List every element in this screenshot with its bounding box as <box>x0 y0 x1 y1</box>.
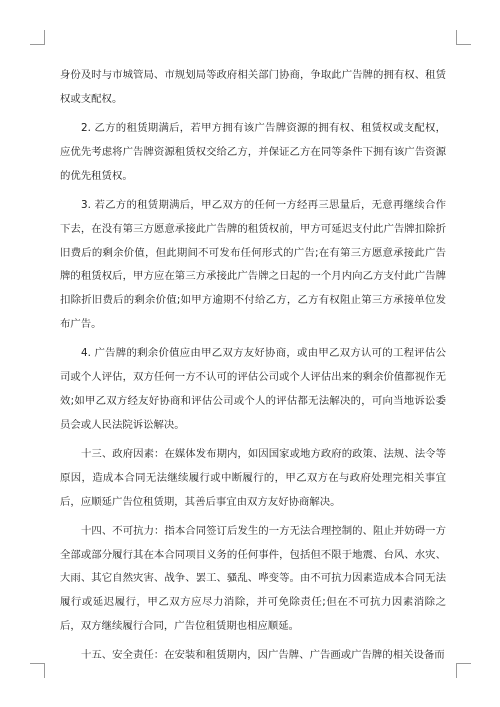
crop-mark-bottom-right <box>456 663 471 678</box>
paragraph-clause-3: 3. 若乙方的租赁期满后，甲乙双方的任何一方经再三思量后，无意再继续合作下去，在没有第三方愿意承接此广告牌的租赁权前，甲方可延迟支付此广告牌扣除折旧费后的剩余价值，但此期间不可发布任何形式的广告;在有第三方愿意承接此广告牌的租赁权后，甲方应在第三方承接此广告牌之日起的一个月内向乙方支付此广告牌扣除折旧费后的剩余价值;如甲方逾期不付给乙方，乙方有权阻止第三方承接单位发布广告。 <box>60 198 446 330</box>
paragraph-article-13: 十三、政府因素：在媒体发布期内，如因国家或地方政府的政策、法规、法令等原因，造成本合同无法继续履行或中断履行的，甲乙双方在与政府处理完相关事宜后，应顺延广告位租赁期，其善后事宜由双方友好协商解决。 <box>60 447 446 508</box>
crop-mark-bottom-left <box>30 663 45 678</box>
paragraph-continuation: 身份及时与市城管局、市规划局等政府相关部门协商，争取此广告牌的拥有权、租赁权或支配权。 <box>60 69 446 105</box>
paragraph-article-15: 十五、安全责任：在安装和租赁期内，因广告牌、广告画或广告牌的相关设备而 <box>81 649 445 662</box>
paragraph-clause-4: 4. 广告牌的剩余价值应由甲乙双方友好协商，或由甲乙双方认可的工程评估公司或个人评估，双方任何一方不认可的评估公司或个人评估出来的剩余价值都视作无效;如甲乙双方经友好协商和评估公司或个人的评估都无法解决的，可向当地诉讼委员会或人民法院诉讼解决。 <box>60 347 446 431</box>
document-body <box>60 64 446 674</box>
paragraph-clause-2: 2. 乙方的租赁期满后，若甲方拥有该广告牌资源的拥有权、租赁权或支配权，应优先考虑将广告牌资源租赁权交给乙方，并保证乙方在同等条件下拥有该广告资源的优先租赁权。 <box>60 122 446 182</box>
paragraph-article-14: 十四、不可抗力：指本合同签订后发生的一方无法合理控制的、阻止并妨碍一方全部或部分履行其在本合同项目义务的任何事件，包括但不限于地震、台风、水灾、大雨、其它自然灾害、战争、罢工、骚乱、哗变等。由不可抗力因素造成本合同无法履行或延迟履行，甲乙双方应尽力消除，并可免除责任;但在不可抗力因素消除之后，双方继续履行合同，广告位租赁期也相应顺延。 <box>60 524 446 633</box>
crop-mark-top-left <box>30 30 45 45</box>
crop-mark-top-right <box>456 30 471 45</box>
